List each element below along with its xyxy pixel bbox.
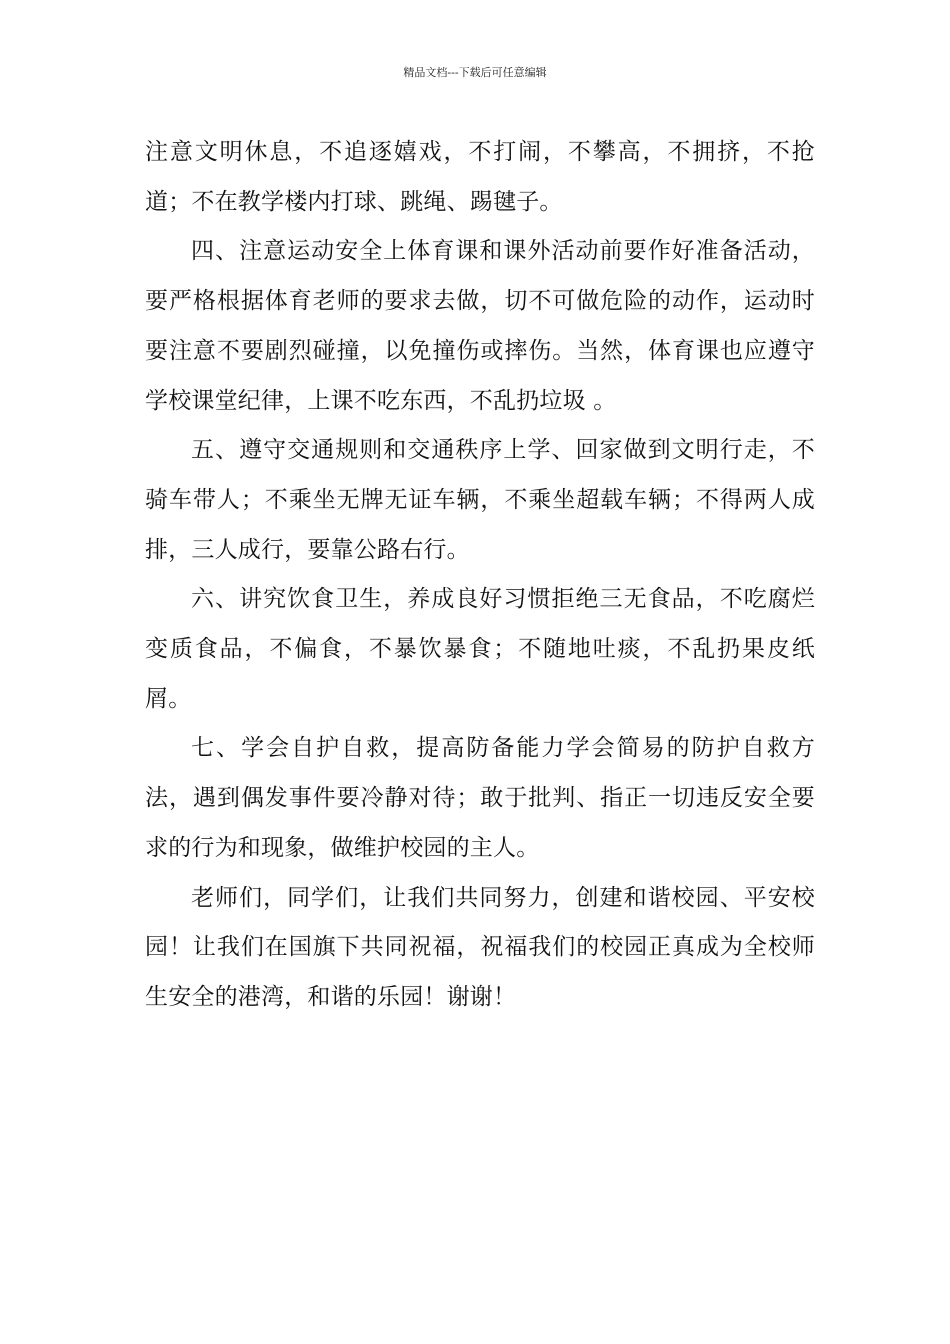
page-header: 精品文档---下载后可任意编辑 bbox=[403, 66, 547, 79]
document-body bbox=[145, 128, 815, 1023]
paragraph-food-hygiene: 六、讲究饮食卫生，养成良好习惯拒绝三无食品，不吃腐烂变质食品，不偏食，不暴饮暴食；不随地吐痰，不乱扔果皮纸屑。 bbox=[145, 586, 815, 712]
paragraph-traffic-rules: 五、遵守交通规则和交通秩序上学、回家做到文明行走，不骑车带人；不乘坐无牌无证车辆，不乘坐超载车辆；不得两人成排，三人成行，要靠公路右行。 bbox=[145, 437, 815, 563]
paragraph-sports-safety: 四、注意运动安全上体育课和课外活动前要作好准备活动，要严格根据体育老师的要求去做，切不可做危险的动作，运动时要注意不要剧烈碰撞，以免撞伤或摔伤。当然，体育课也应遵守学校课堂纪律，上课不吃东西，不乱扔垃圾 。 bbox=[145, 238, 815, 414]
paragraph-continuation: 注意文明休息，不追逐嬉戏，不打闹，不攀高，不拥挤，不抢道；不在教学楼内打球、跳绳、踢毽子。 bbox=[145, 139, 815, 215]
paragraph-self-protection: 七、学会自护自救，提高防备能力学会简易的防护自救方法，遇到偶发事件要冷静对待；敢于批判、指正一切违反安全要求的行为和现象，做维护校园的主人。 bbox=[145, 735, 815, 861]
paragraph-closing: 老师们，同学们，让我们共同努力，创建和谐校园、平安校园！让我们在国旗下共同祝福，祝福我们的校园正真成为全校师生安全的港湾，和谐的乐园！谢谢！ bbox=[145, 884, 815, 1010]
